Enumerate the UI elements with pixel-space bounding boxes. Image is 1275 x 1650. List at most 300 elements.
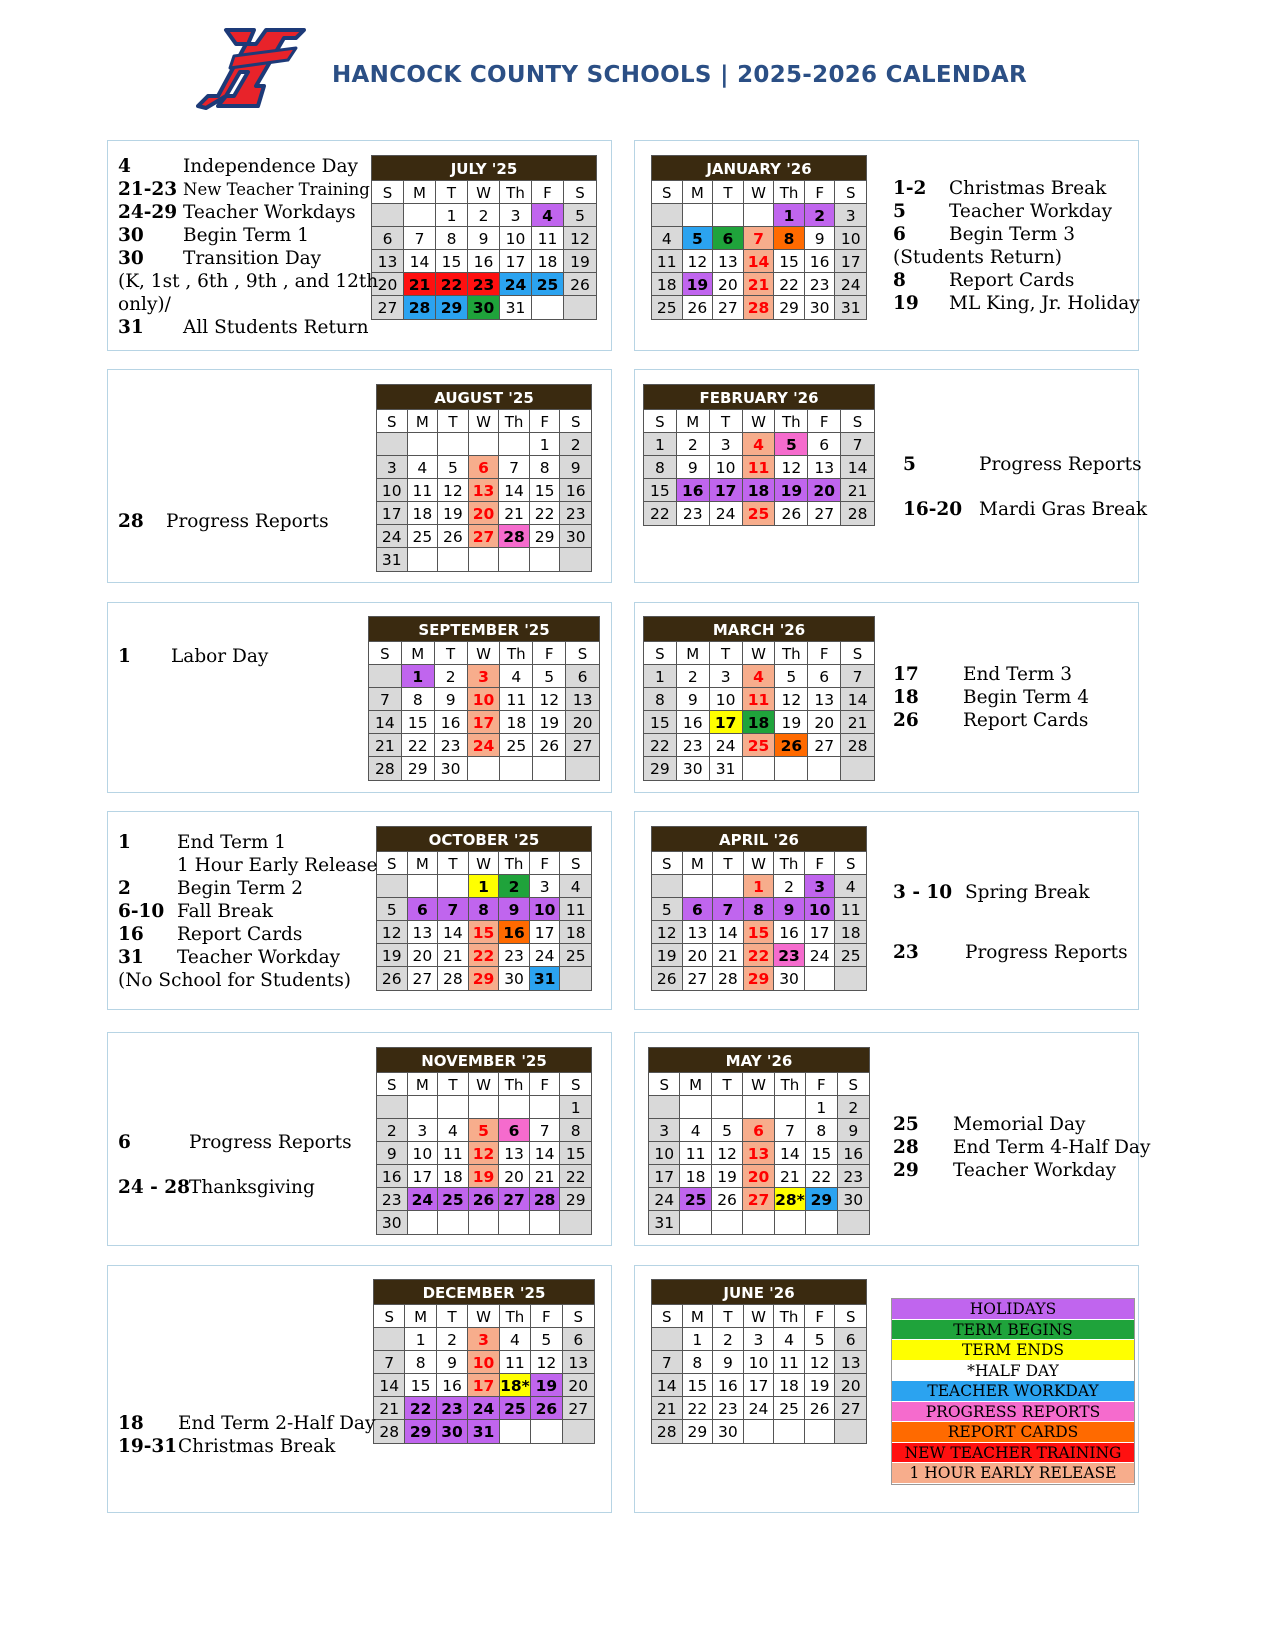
day-cell: 7 — [775, 1119, 806, 1142]
day-cell: 20 — [408, 944, 439, 967]
day-cell: 1 — [744, 875, 775, 898]
day-cell: 2 — [377, 1119, 408, 1142]
day-header: W — [744, 1305, 775, 1328]
day-header: S — [377, 1073, 408, 1096]
note-text: End Term 1 — [177, 832, 287, 853]
day-cell: 9 — [713, 1351, 744, 1374]
day-cell: 19 — [533, 711, 566, 734]
legend-item: REPORT CARDS — [892, 1422, 1134, 1443]
day-cell: 19 — [652, 944, 683, 967]
day-cell: 18 — [743, 711, 776, 734]
day-cell: 12 — [775, 688, 808, 711]
day-cell: 5 — [533, 665, 566, 688]
note-date: 16-20 — [903, 499, 963, 520]
day-header: T — [438, 852, 469, 875]
calendar-march — [643, 616, 875, 781]
empty-day-cell — [531, 1420, 562, 1443]
day-cell: 21 — [652, 1397, 683, 1420]
note-line — [118, 946, 368, 969]
day-cell: 3 — [500, 204, 532, 227]
day-cell: 8 — [644, 456, 677, 479]
day-cell: 14 — [369, 711, 402, 734]
day-cell: 6 — [743, 1119, 774, 1142]
day-cell: 14 — [744, 250, 775, 273]
note-line — [893, 269, 1133, 292]
notes-september — [118, 645, 358, 668]
day-cell: 26 — [775, 502, 808, 525]
note-text: Report Cards — [949, 270, 1075, 291]
day-cell: 1 — [530, 433, 561, 456]
day-cell: 4 — [532, 204, 564, 227]
note-date: 6-10 — [118, 901, 165, 922]
empty-day-cell — [683, 875, 714, 898]
legend-item: HOLIDAYS — [892, 1299, 1134, 1320]
note-text: Christmas Break — [949, 178, 1107, 199]
day-cell: 25 — [743, 734, 776, 757]
note-date: 29 — [893, 1160, 919, 1181]
day-header: Th — [774, 1305, 805, 1328]
day-cell: 12 — [531, 1351, 562, 1374]
day-cell: 27 — [499, 1188, 530, 1211]
calendar-july — [371, 155, 597, 320]
day-cell: 8 — [436, 227, 468, 250]
day-cell: 22 — [402, 734, 435, 757]
day-cell: 8 — [744, 898, 775, 921]
month-title: FEBRUARY '26 — [644, 385, 874, 410]
note-text: Report Cards — [177, 924, 303, 945]
day-header: T — [713, 852, 744, 875]
day-cell: 16 — [774, 921, 805, 944]
hancock-logo-icon — [196, 26, 308, 112]
day-cell: 16 — [377, 1165, 408, 1188]
notes-july — [118, 155, 379, 339]
day-header: F — [533, 642, 566, 665]
day-cell: 3 — [377, 456, 408, 479]
day-header: S — [374, 1305, 405, 1328]
legend-item: *HALF DAY — [892, 1361, 1134, 1382]
note-line — [893, 941, 1133, 964]
day-header: S — [835, 181, 866, 204]
day-cell: 4 — [743, 433, 776, 456]
empty-day-cell — [533, 757, 566, 780]
note-text: Independence Day — [183, 156, 358, 177]
day-cell: 13 — [683, 921, 714, 944]
note-text: End Term 4-Half Day — [953, 1137, 1151, 1158]
day-header: S — [372, 181, 404, 204]
day-cell: 26 — [533, 734, 566, 757]
day-cell: 14 — [652, 1374, 683, 1397]
day-cell: 23 — [499, 944, 530, 967]
day-cell: 22 — [644, 502, 677, 525]
day-cell: 1 — [402, 665, 435, 688]
day-header: W — [744, 852, 775, 875]
day-header: F — [805, 1305, 836, 1328]
day-cell: 29 — [683, 1420, 714, 1443]
calendar-february — [643, 384, 875, 526]
day-cell: 31 — [649, 1211, 680, 1234]
note-date: 8 — [893, 270, 906, 291]
day-cell: 30 — [774, 967, 805, 990]
notes-november — [118, 1131, 368, 1199]
calendar-october — [376, 826, 592, 991]
empty-day-cell — [683, 204, 714, 227]
day-cell: 2 — [677, 665, 710, 688]
day-header: M — [408, 1073, 439, 1096]
day-header: T — [710, 642, 743, 665]
empty-day-cell — [712, 1211, 743, 1234]
day-header: Th — [500, 1305, 531, 1328]
day-header: M — [408, 852, 439, 875]
day-cell: 21 — [841, 711, 874, 734]
day-cell: 24 — [408, 1188, 439, 1211]
month-title: JULY '25 — [372, 156, 596, 181]
note-line — [118, 270, 379, 293]
day-cell: 1 — [644, 433, 677, 456]
day-cell: 8 — [806, 1119, 837, 1142]
empty-day-cell — [566, 757, 599, 780]
day-cell: 1 — [469, 875, 500, 898]
note-date: 17 — [893, 664, 919, 685]
empty-day-cell — [530, 1211, 561, 1234]
day-cell: 4 — [652, 227, 683, 250]
day-cell: 16 — [713, 1374, 744, 1397]
day-cell: 31 — [468, 1420, 499, 1443]
note-text: End Term 3 — [963, 664, 1073, 685]
day-cell: 17 — [710, 479, 743, 502]
day-cell: 28 — [530, 1188, 561, 1211]
day-cell: 10 — [500, 227, 532, 250]
day-cell: 9 — [838, 1119, 869, 1142]
empty-day-cell — [808, 757, 841, 780]
day-cell: 10 — [744, 1351, 775, 1374]
day-cell: 8 — [774, 227, 805, 250]
day-cell: 16 — [468, 250, 500, 273]
note-text: Progress Reports — [965, 942, 1128, 963]
day-cell: 16 — [560, 479, 591, 502]
day-cell: 13 — [469, 479, 500, 502]
day-cell: 16 — [677, 711, 710, 734]
day-header: Th — [775, 642, 808, 665]
empty-day-cell — [469, 433, 500, 456]
day-cell: 26 — [531, 1397, 562, 1420]
empty-day-cell — [438, 1211, 469, 1234]
empty-day-cell — [377, 433, 408, 456]
day-cell: 27 — [469, 525, 500, 548]
day-cell: 17 — [835, 250, 866, 273]
day-cell: 27 — [835, 1397, 866, 1420]
day-cell: 15 — [644, 479, 677, 502]
day-cell: 17 — [710, 711, 743, 734]
day-cell: 3 — [530, 875, 561, 898]
day-cell: 26 — [469, 1188, 500, 1211]
day-cell: 7 — [499, 456, 530, 479]
day-cell: 18 — [743, 479, 776, 502]
empty-day-cell — [560, 1211, 591, 1234]
day-cell: 13 — [372, 250, 404, 273]
note-line — [118, 247, 368, 270]
day-cell: 11 — [438, 1142, 469, 1165]
day-header: Th — [774, 181, 805, 204]
note-text: Labor Day — [171, 646, 269, 667]
day-header: W — [469, 1073, 500, 1096]
note-line — [893, 177, 1133, 200]
day-cell: 18 — [500, 711, 533, 734]
empty-day-cell — [374, 1328, 405, 1351]
day-cell: 12 — [533, 688, 566, 711]
note-date: 1-2 — [893, 178, 927, 199]
day-cell: 20 — [499, 1165, 530, 1188]
day-cell: 3 — [468, 1328, 499, 1351]
day-header: M — [683, 852, 714, 875]
day-header: F — [530, 852, 561, 875]
day-cell: 11 — [680, 1142, 711, 1165]
note-date: 5 — [903, 454, 916, 475]
day-cell: 24 — [710, 502, 743, 525]
empty-day-cell — [838, 1211, 869, 1234]
notes-april — [893, 881, 1133, 964]
month-title: AUGUST '25 — [377, 385, 591, 410]
day-cell: 15 — [560, 1142, 591, 1165]
day-cell: 31 — [835, 296, 866, 319]
day-cell: 23 — [774, 944, 805, 967]
day-cell: 10 — [468, 688, 501, 711]
day-cell: 11 — [560, 898, 591, 921]
empty-day-cell — [408, 1096, 439, 1119]
day-cell: 14 — [775, 1142, 806, 1165]
day-header: S — [560, 410, 591, 433]
day-cell: 20 — [563, 1374, 594, 1397]
notes-august — [118, 510, 368, 533]
day-cell: 21 — [374, 1397, 405, 1420]
day-cell: 2 — [468, 204, 500, 227]
note-date: 16 — [118, 924, 144, 945]
note-text: Teacher Workday — [953, 1160, 1117, 1181]
day-cell: 11 — [408, 479, 439, 502]
day-header: S — [841, 410, 874, 433]
day-cell: 24 — [377, 525, 408, 548]
day-cell: 5 — [775, 665, 808, 688]
day-cell: 18 — [532, 250, 564, 273]
empty-day-cell — [743, 1211, 774, 1234]
day-cell: 2 — [437, 1328, 468, 1351]
day-header: M — [677, 642, 710, 665]
day-cell: 19 — [683, 273, 714, 296]
notes-february — [903, 453, 1148, 521]
day-cell: 1 — [644, 665, 677, 688]
empty-day-cell — [438, 1096, 469, 1119]
day-header: S — [644, 410, 677, 433]
day-cell: 11 — [835, 898, 866, 921]
day-cell: 20 — [808, 711, 841, 734]
empty-day-cell — [775, 1211, 806, 1234]
day-cell: 17 — [744, 1374, 775, 1397]
day-cell: 20 — [808, 479, 841, 502]
day-cell: 21 — [775, 1165, 806, 1188]
legend-item: NEW TEACHER TRAINING — [892, 1443, 1134, 1464]
day-cell: 6 — [372, 227, 404, 250]
day-cell: 24 — [530, 944, 561, 967]
day-header: S — [841, 642, 874, 665]
day-cell: 10 — [710, 456, 743, 479]
day-cell: 11 — [743, 456, 776, 479]
day-cell: 22 — [436, 273, 468, 296]
day-cell: 16 — [805, 250, 836, 273]
month-title: APRIL '26 — [652, 827, 866, 852]
empty-day-cell — [775, 1096, 806, 1119]
day-cell: 26 — [564, 273, 596, 296]
day-cell: 9 — [377, 1142, 408, 1165]
legend-item: TERM BEGINS — [892, 1320, 1134, 1341]
day-cell: 22 — [683, 1397, 714, 1420]
note-line — [893, 200, 1133, 223]
day-header: T — [712, 1073, 743, 1096]
day-header: F — [808, 642, 841, 665]
day-cell: 7 — [374, 1351, 405, 1374]
day-cell: 8 — [469, 898, 500, 921]
day-cell: 29 — [744, 967, 775, 990]
day-cell: 8 — [402, 688, 435, 711]
day-cell: 24 — [805, 944, 836, 967]
empty-day-cell — [560, 548, 591, 571]
day-header: S — [835, 852, 866, 875]
note-line — [118, 201, 368, 224]
note-date: 5 — [893, 201, 906, 222]
day-cell: 18 — [680, 1165, 711, 1188]
day-cell: 17 — [468, 711, 501, 734]
day-cell: 9 — [468, 227, 500, 250]
empty-day-cell — [532, 296, 564, 319]
day-cell: 11 — [743, 688, 776, 711]
day-cell: 21 — [744, 273, 775, 296]
day-cell: 26 — [438, 525, 469, 548]
note-date: 18 — [118, 1413, 144, 1434]
color-legend — [891, 1298, 1135, 1485]
day-cell: 20 — [713, 273, 744, 296]
note-line — [893, 709, 1133, 732]
empty-day-cell — [438, 875, 469, 898]
day-cell: 29 — [644, 757, 677, 780]
empty-day-cell — [408, 875, 439, 898]
day-cell: 3 — [710, 665, 743, 688]
note-text: Teacher Workdays — [183, 202, 356, 223]
empty-day-cell — [713, 204, 744, 227]
day-cell: 19 — [438, 502, 469, 525]
note-date: 1 — [118, 646, 131, 667]
note-line — [118, 1176, 368, 1199]
day-cell: 5 — [805, 1328, 836, 1351]
day-header: M — [683, 181, 714, 204]
day-cell: 15 — [436, 250, 468, 273]
day-cell: 8 — [530, 456, 561, 479]
note-line — [118, 224, 368, 247]
day-header: W — [744, 181, 775, 204]
day-cell: 2 — [713, 1328, 744, 1351]
day-header: M — [404, 181, 436, 204]
day-cell: 11 — [500, 688, 533, 711]
day-cell: 5 — [531, 1328, 562, 1351]
note-text: (No School for Students) — [118, 970, 352, 991]
day-cell: 15 — [402, 711, 435, 734]
day-cell: 18 — [560, 921, 591, 944]
day-cell: 23 — [677, 502, 710, 525]
day-cell: 14 — [713, 921, 744, 944]
day-cell: 23 — [677, 734, 710, 757]
day-cell: 10 — [805, 898, 836, 921]
day-cell: 24 — [744, 1397, 775, 1420]
day-cell: 25 — [652, 296, 683, 319]
day-cell: 6 — [408, 898, 439, 921]
day-cell: 6 — [469, 456, 500, 479]
empty-day-cell — [499, 1211, 530, 1234]
note-line — [118, 854, 378, 877]
empty-day-cell — [564, 296, 596, 319]
day-cell: 11 — [532, 227, 564, 250]
note-text: Spring Break — [965, 882, 1090, 903]
day-cell: 6 — [835, 1328, 866, 1351]
calendar-november — [376, 1047, 592, 1235]
day-cell: 22 — [744, 944, 775, 967]
legend-item: TEACHER WORKDAY — [892, 1381, 1134, 1402]
day-cell: 12 — [438, 479, 469, 502]
note-line — [118, 645, 358, 668]
day-cell: 7 — [713, 898, 744, 921]
day-cell: 25 — [408, 525, 439, 548]
notes-may — [893, 1113, 1151, 1182]
day-header: T — [437, 1305, 468, 1328]
day-header: T — [713, 181, 744, 204]
day-cell: 22 — [405, 1397, 436, 1420]
day-cell: 8 — [560, 1119, 591, 1142]
day-cell: 13 — [835, 1351, 866, 1374]
note-line — [893, 292, 1140, 315]
note-date: 31 — [118, 947, 144, 968]
day-cell: 15 — [683, 1374, 714, 1397]
day-cell: 7 — [530, 1119, 561, 1142]
day-cell: 2 — [774, 875, 805, 898]
day-cell: 29 — [436, 296, 468, 319]
day-cell: 21 — [841, 479, 874, 502]
day-header: M — [683, 1305, 714, 1328]
empty-day-cell — [680, 1211, 711, 1234]
day-cell: 15 — [405, 1374, 436, 1397]
day-cell: 14 — [841, 688, 874, 711]
notes-january — [893, 177, 1140, 315]
day-cell: 13 — [713, 250, 744, 273]
day-cell: 12 — [469, 1142, 500, 1165]
note-text: Progress Reports — [166, 511, 329, 532]
day-cell: 30 — [677, 757, 710, 780]
note-text: (K, 1st , 6th , 9th , and 12th — [118, 271, 379, 292]
note-text: Report Cards — [963, 710, 1089, 731]
day-cell: 3 — [710, 433, 743, 456]
day-header: T — [710, 410, 743, 433]
day-cell: 2 — [435, 665, 468, 688]
day-header: S — [564, 181, 596, 204]
day-header: Th — [500, 181, 532, 204]
day-cell: 1 — [560, 1096, 591, 1119]
day-cell: 15 — [806, 1142, 837, 1165]
note-text: Begin Term 4 — [963, 687, 1089, 708]
day-cell: 7 — [369, 688, 402, 711]
day-header: W — [743, 1073, 774, 1096]
empty-day-cell — [377, 875, 408, 898]
day-cell: 30 — [437, 1420, 468, 1443]
day-cell: 27 — [808, 734, 841, 757]
empty-day-cell — [774, 1420, 805, 1443]
day-header: S — [652, 1305, 683, 1328]
day-cell: 8 — [405, 1351, 436, 1374]
day-cell: 15 — [644, 711, 677, 734]
